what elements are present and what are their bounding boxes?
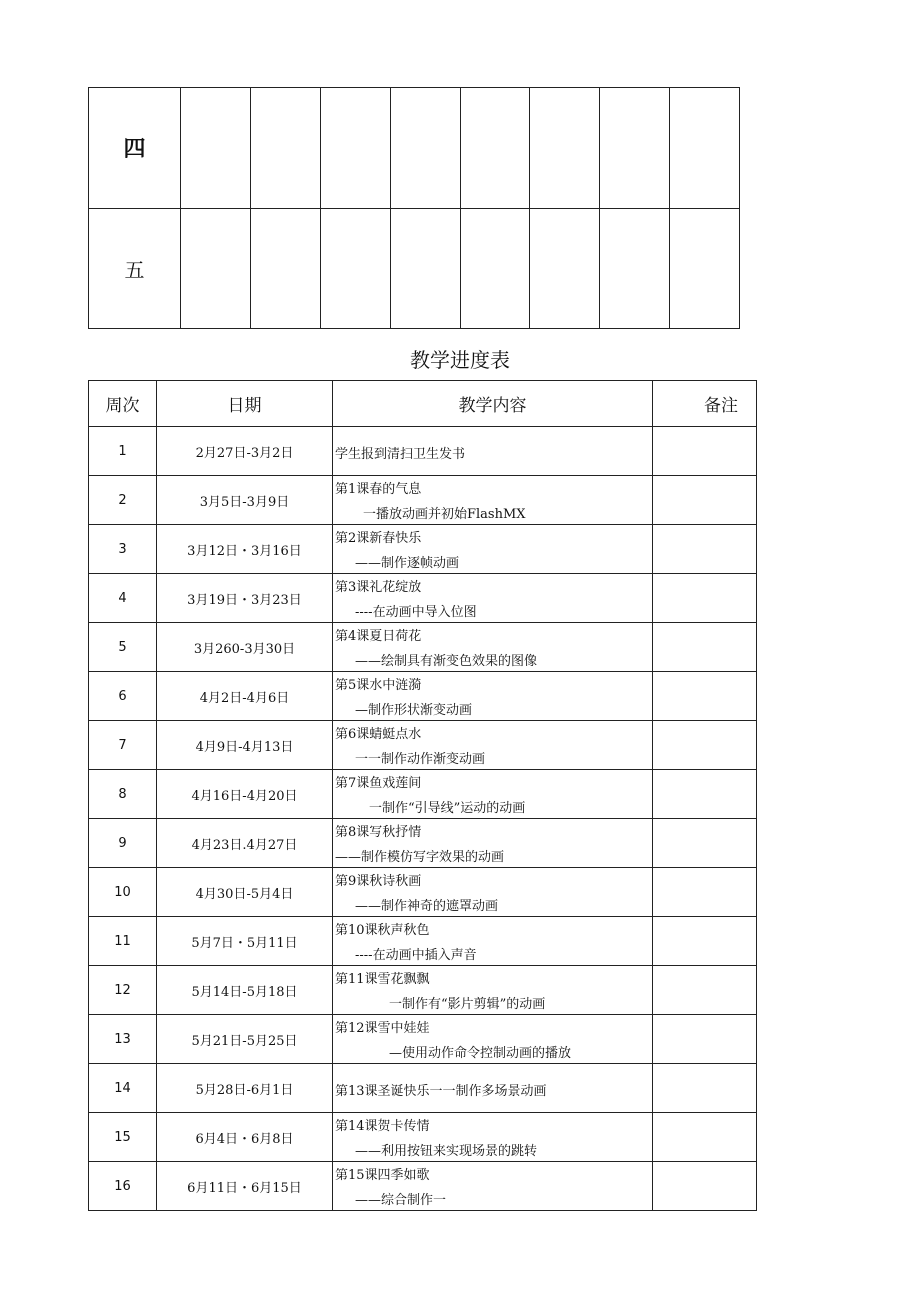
date-cell: 3月12日・3月16日 bbox=[157, 525, 333, 574]
header-content: 教学内容 bbox=[333, 381, 653, 427]
lesson-title: 第4课夏日荷花 bbox=[335, 629, 422, 644]
remark-cell bbox=[653, 770, 757, 819]
table-row bbox=[89, 917, 757, 966]
content-cell bbox=[333, 966, 653, 1015]
lesson-title: 第11课雪花飘飘 bbox=[335, 972, 430, 987]
lesson-title: 第8课写秋抒情 bbox=[335, 825, 422, 840]
content-cell bbox=[333, 721, 653, 770]
remark-cell bbox=[653, 1162, 757, 1211]
lesson-title: 第5课水中涟漪 bbox=[335, 678, 422, 693]
remark-cell bbox=[653, 819, 757, 868]
grid-cell bbox=[670, 88, 740, 209]
content-cell bbox=[333, 1162, 653, 1211]
lesson-title: 第14课贺卡传情 bbox=[335, 1119, 430, 1134]
day-grid-row bbox=[89, 208, 740, 329]
date-cell: 6月11日・6月15日 bbox=[157, 1162, 333, 1211]
table-row bbox=[89, 1015, 757, 1064]
lesson-subtitle: 一制作有“影片剪辑”的动画 bbox=[389, 997, 546, 1012]
schedule-table bbox=[88, 380, 757, 1211]
lesson-subtitle: ——制作神奇的遮罩动画 bbox=[355, 899, 499, 914]
content-cell bbox=[333, 1015, 653, 1064]
week-cell: 9 bbox=[89, 819, 157, 868]
grid-cell bbox=[600, 88, 670, 209]
remark-cell bbox=[653, 1064, 757, 1113]
remark-cell bbox=[653, 721, 757, 770]
date-cell: 3月5日-3月9日 bbox=[157, 476, 333, 525]
remark-cell bbox=[653, 868, 757, 917]
content-cell bbox=[333, 623, 653, 672]
grid-cell bbox=[181, 88, 251, 209]
week-cell: 7 bbox=[89, 721, 157, 770]
date-cell: 6月4日・6月8日 bbox=[157, 1113, 333, 1162]
table-row bbox=[89, 868, 757, 917]
date-cell: 5月21日-5月25日 bbox=[157, 1015, 333, 1064]
grid-cell bbox=[181, 208, 251, 329]
header-week: 周次 bbox=[89, 381, 157, 427]
remark-cell bbox=[653, 427, 757, 476]
remark-cell bbox=[653, 525, 757, 574]
table-row bbox=[89, 819, 757, 868]
grid-cell bbox=[670, 208, 740, 329]
lesson-subtitle: ——绘制具有渐变色效果的图像 bbox=[355, 654, 538, 669]
remark-cell bbox=[653, 917, 757, 966]
week-cell: 14 bbox=[89, 1064, 157, 1113]
remark-cell bbox=[653, 574, 757, 623]
remark-cell bbox=[653, 623, 757, 672]
grid-cell bbox=[390, 88, 460, 209]
table-row bbox=[89, 574, 757, 623]
grid-cell bbox=[320, 88, 390, 209]
day-grid-row bbox=[89, 88, 740, 209]
lesson-title: 第1课春的气息 bbox=[335, 482, 422, 497]
grid-cell bbox=[460, 88, 530, 209]
table-row bbox=[89, 966, 757, 1015]
remark-cell bbox=[653, 672, 757, 721]
table-row bbox=[89, 721, 757, 770]
lesson-subtitle: ——综合制作一 bbox=[355, 1193, 447, 1208]
table-row bbox=[89, 476, 757, 525]
content-cell bbox=[333, 574, 653, 623]
grid-cell bbox=[530, 208, 600, 329]
content-cell bbox=[333, 770, 653, 819]
lesson-title: 第3课礼花绽放 bbox=[335, 580, 422, 595]
content-cell bbox=[333, 1064, 653, 1113]
week-cell: 15 bbox=[89, 1113, 157, 1162]
week-cell: 13 bbox=[89, 1015, 157, 1064]
date-cell: 4月30日-5月4日 bbox=[157, 868, 333, 917]
lesson-title: 第15课四季如歌 bbox=[335, 1168, 430, 1183]
remark-cell bbox=[653, 1113, 757, 1162]
remark-cell bbox=[653, 476, 757, 525]
table-row bbox=[89, 1064, 757, 1113]
remark-cell bbox=[653, 966, 757, 1015]
table-row bbox=[89, 623, 757, 672]
lesson-subtitle: ——制作模仿写字效果的动画 bbox=[335, 850, 505, 865]
week-cell: 3 bbox=[89, 525, 157, 574]
content-cell bbox=[333, 868, 653, 917]
week-cell: 1 bbox=[89, 427, 157, 476]
date-cell: 3月19日・3月23日 bbox=[157, 574, 333, 623]
day-label: 五 bbox=[89, 208, 181, 329]
grid-cell bbox=[390, 208, 460, 329]
lesson-subtitle: —制作形状渐变动画 bbox=[355, 703, 473, 718]
grid-cell bbox=[460, 208, 530, 329]
lesson-title: 第2课新春快乐 bbox=[335, 531, 422, 546]
schedule-body bbox=[89, 427, 757, 1211]
lesson-title: 学生报到清扫卫生发书 bbox=[335, 446, 466, 462]
lesson-title: 第9课秋诗秋画 bbox=[335, 874, 422, 889]
content-cell bbox=[333, 525, 653, 574]
lesson-subtitle: ——制作逐帧动画 bbox=[355, 556, 460, 571]
lesson-subtitle: 一播放动画并初始FlashMX bbox=[363, 507, 526, 522]
week-cell: 2 bbox=[89, 476, 157, 525]
date-cell: 5月14日-5月18日 bbox=[157, 966, 333, 1015]
week-cell: 16 bbox=[89, 1162, 157, 1211]
date-cell: 5月28日-6月1日 bbox=[157, 1064, 333, 1113]
lesson-subtitle: ----在动画中导入位图 bbox=[355, 605, 477, 620]
date-cell: 4月16日-4月20日 bbox=[157, 770, 333, 819]
lesson-title: 第7课鱼戏莲间 bbox=[335, 776, 422, 791]
week-cell: 12 bbox=[89, 966, 157, 1015]
header-date: 日期 bbox=[157, 381, 333, 427]
week-cell: 6 bbox=[89, 672, 157, 721]
table-row bbox=[89, 672, 757, 721]
table-row bbox=[89, 525, 757, 574]
grid-cell bbox=[320, 208, 390, 329]
date-cell: 3月260-3月30日 bbox=[157, 623, 333, 672]
lesson-subtitle: ----在动画中插入声音 bbox=[355, 948, 477, 963]
week-cell: 11 bbox=[89, 917, 157, 966]
date-cell: 4月23日.4月27日 bbox=[157, 819, 333, 868]
week-cell: 10 bbox=[89, 868, 157, 917]
header-remark: 备注 bbox=[653, 381, 757, 427]
grid-cell bbox=[600, 208, 670, 329]
lesson-subtitle: ——利用按钮来实现场景的跳转 bbox=[355, 1144, 538, 1159]
content-cell bbox=[333, 476, 653, 525]
date-cell: 5月7日・5月11日 bbox=[157, 917, 333, 966]
lesson-title: 第10课秋声秋色 bbox=[335, 923, 430, 938]
lesson-title: 第12课雪中娃娃 bbox=[335, 1021, 430, 1036]
header-row bbox=[89, 381, 757, 427]
lesson-subtitle: —使用动作命令控制动画的播放 bbox=[389, 1046, 572, 1061]
week-cell: 5 bbox=[89, 623, 157, 672]
lesson-subtitle: 一制作“引导线”运动的动画 bbox=[369, 801, 526, 816]
lesson-title: 第13课圣诞快乐一一制作多场景动画 bbox=[335, 1083, 547, 1099]
lesson-subtitle: 一一制作动作渐变动画 bbox=[355, 752, 486, 767]
table-row bbox=[89, 770, 757, 819]
content-cell bbox=[333, 427, 653, 476]
table-row bbox=[89, 1113, 757, 1162]
content-cell bbox=[333, 672, 653, 721]
date-cell: 4月9日-4月13日 bbox=[157, 721, 333, 770]
week-cell: 4 bbox=[89, 574, 157, 623]
lesson-title: 第6课蜻蜓点水 bbox=[335, 727, 422, 742]
table-row bbox=[89, 1162, 757, 1211]
content-cell bbox=[333, 819, 653, 868]
grid-cell bbox=[530, 88, 600, 209]
date-cell: 2月27日-3月2日 bbox=[157, 427, 333, 476]
day-grid-table bbox=[88, 87, 740, 329]
page-title: 教学进度表 bbox=[410, 348, 510, 372]
content-cell bbox=[333, 917, 653, 966]
date-cell: 4月2日-4月6日 bbox=[157, 672, 333, 721]
content-cell bbox=[333, 1113, 653, 1162]
table-row bbox=[89, 427, 757, 476]
day-label: 四 bbox=[89, 88, 181, 209]
remark-cell bbox=[653, 1015, 757, 1064]
week-cell: 8 bbox=[89, 770, 157, 819]
grid-cell bbox=[250, 88, 320, 209]
grid-cell bbox=[250, 208, 320, 329]
